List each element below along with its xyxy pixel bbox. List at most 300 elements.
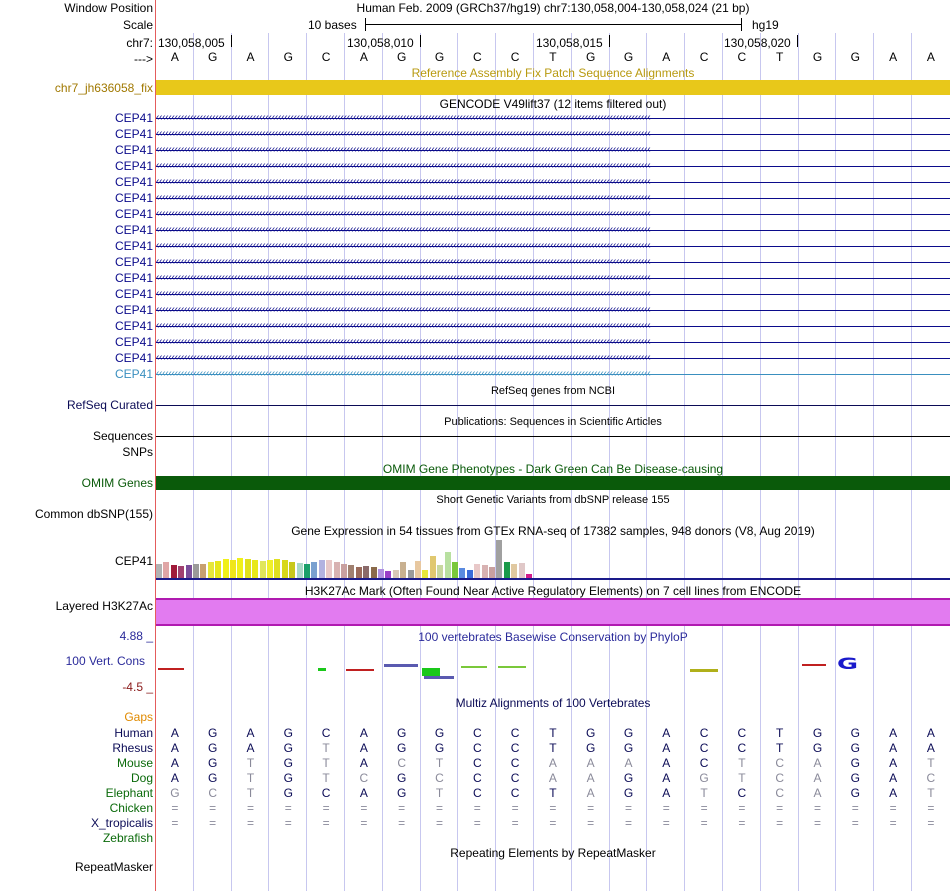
aligned-base: A xyxy=(889,771,898,785)
gencode-strand-arrows: ‹‹‹‹‹‹‹‹‹‹‹‹‹‹‹‹‹‹‹‹‹‹‹‹‹‹‹‹‹‹‹‹‹‹‹‹‹‹‹‹‹‹‹‹‹‹‹‹‹‹‹‹‹‹‹‹‹‹‹‹‹‹‹‹‹‹‹‹‹‹‹‹‹‹‹‹‹‹‹‹‹‹‹‹‹‹‹‹‹‹‹‹‹‹‹‹‹‹‹‹‹‹‹‹‹‹‹‹‹‹‹‹‹‹‹‹‹‹‹‹‹‹‹‹‹‹‹‹‹‹‹‹‹‹‹‹‹‹‹‹‹‹‹‹‹‹‹‹‹‹‹‹‹‹‹‹‹‹ xyxy=(156,256,651,267)
coord-label: 130,058,015 xyxy=(536,36,603,50)
aligned-base: T xyxy=(435,756,444,770)
aligned-base: = xyxy=(284,816,292,830)
gtex-tissue-bar[interactable] xyxy=(171,565,177,578)
coord-tick xyxy=(231,35,232,47)
gencode-gene-label[interactable]: CEP41 xyxy=(114,255,153,269)
aligned-base: A xyxy=(662,786,671,800)
coord-label: 130,058,005 xyxy=(158,36,225,50)
gtex-tissue-bar[interactable] xyxy=(408,570,414,578)
aligned-base: A xyxy=(170,741,179,755)
h3k27ac-title[interactable]: H3K27Ac Mark (Often Found Near Active Regulatory Elements) on 7 cell lines from ENCODE xyxy=(304,584,802,598)
aligned-base: A xyxy=(359,726,368,740)
aligned-base: C xyxy=(208,786,218,800)
aligned-base: = xyxy=(700,816,708,830)
omim-label[interactable]: OMIM Genes xyxy=(81,476,153,490)
aligned-base: A xyxy=(586,756,595,770)
aligned-base: = xyxy=(435,816,443,830)
phylop-mark[interactable] xyxy=(422,668,440,676)
phylop-mark[interactable] xyxy=(158,668,184,670)
gtex-tissue-bar[interactable] xyxy=(385,571,391,578)
aligned-base: A xyxy=(624,756,633,770)
reference-base: C xyxy=(472,50,482,64)
aligned-base: C xyxy=(359,771,369,785)
aligned-base: A xyxy=(548,756,557,770)
aligned-base: C xyxy=(699,756,709,770)
aligned-base: = xyxy=(473,801,481,815)
aligned-base: A xyxy=(813,771,822,785)
gtex-tissue-bar[interactable] xyxy=(363,566,369,578)
aligned-base: G xyxy=(850,726,860,740)
aligned-base: G xyxy=(623,741,634,755)
aligned-base: T xyxy=(738,771,746,785)
reference-base: C xyxy=(737,50,747,64)
dbsnp-label[interactable]: Common dbSNP(155) xyxy=(34,507,153,521)
gtex-tissue-bar[interactable] xyxy=(378,569,384,578)
aligned-base: = xyxy=(322,816,330,830)
aligned-base: A xyxy=(359,741,368,755)
aligned-base: T xyxy=(700,786,708,800)
gencode-strand-arrows: ‹‹‹‹‹‹‹‹‹‹‹‹‹‹‹‹‹‹‹‹‹‹‹‹‹‹‹‹‹‹‹‹‹‹‹‹‹‹‹‹‹‹‹‹‹‹‹‹‹‹‹‹‹‹‹‹‹‹‹‹‹‹‹‹‹‹‹‹‹‹‹‹‹‹‹‹‹‹‹‹‹‹‹‹‹‹‹‹‹‹‹‹‹‹‹‹‹‹‹‹‹‹‹‹‹‹‹‹‹‹‹‹‹‹‹‹‹‹‹‹‹‹‹‹‹‹‹‹‹‹‹‹‹‹‹‹‹‹‹‹‹‹‹‹‹‹‹‹‹‹‹‹‹‹‹‹‹‹ xyxy=(156,112,651,123)
aligned-base: C xyxy=(737,786,747,800)
species-label[interactable]: Zebrafish xyxy=(102,831,153,845)
species-label[interactable]: Elephant xyxy=(105,786,153,800)
reference-base: G xyxy=(208,50,218,64)
gtex-tissue-bar[interactable] xyxy=(252,560,258,578)
aligned-base: A xyxy=(170,726,179,740)
aligned-base: C xyxy=(472,786,482,800)
aligned-base: G xyxy=(397,726,407,740)
aligned-base: G xyxy=(283,756,293,770)
gtex-tissue-bar[interactable] xyxy=(400,562,406,578)
gtex-tissue-bar[interactable] xyxy=(341,564,347,578)
aligned-base: G xyxy=(397,786,407,800)
aligned-base: C xyxy=(699,741,709,755)
aligned-base: = xyxy=(662,801,670,815)
coord-tick xyxy=(420,35,421,47)
aligned-base: G xyxy=(850,771,860,785)
gencode-gene-label[interactable]: CEP41 xyxy=(114,239,153,253)
aligned-base: G xyxy=(850,741,860,755)
repeatmasker-label[interactable]: RepeatMasker xyxy=(74,860,153,874)
aligned-base: = xyxy=(549,801,557,815)
aligned-base: = xyxy=(624,801,632,815)
gencode-strand-arrows: ‹‹‹‹‹‹‹‹‹‹‹‹‹‹‹‹‹‹‹‹‹‹‹‹‹‹‹‹‹‹‹‹‹‹‹‹‹‹‹‹‹‹‹‹‹‹‹‹‹‹‹‹‹‹‹‹‹‹‹‹‹‹‹‹‹‹‹‹‹‹‹‹‹‹‹‹‹‹‹‹‹‹‹‹‹‹‹‹‹‹‹‹‹‹‹‹‹‹‹‹‹‹‹‹‹‹‹‹‹‹‹‹‹‹‹‹‹‹‹‹‹‹‹‹‹‹‹‹‹‹‹‹‹‹‹‹‹‹‹‹‹‹‹‹‹‹‹‹‹‹‹‹‹‹‹‹‹‹ xyxy=(156,176,651,187)
aligned-base: C xyxy=(435,771,444,785)
db-text: hg19 xyxy=(752,18,779,32)
gencode-strand-arrows: ‹‹‹‹‹‹‹‹‹‹‹‹‹‹‹‹‹‹‹‹‹‹‹‹‹‹‹‹‹‹‹‹‹‹‹‹‹‹‹‹‹‹‹‹‹‹‹‹‹‹‹‹‹‹‹‹‹‹‹‹‹‹‹‹‹‹‹‹‹‹‹‹‹‹‹‹‹‹‹‹‹‹‹‹‹‹‹‹‹‹‹‹‹‹‹‹‹‹‹‹‹‹‹‹‹‹‹‹‹‹‹‹‹‹‹‹‹‹‹‹‹‹‹‹‹‹‹‹‹‹‹‹‹‹‹‹‹‹‹‹‹‹‹‹‹‹‹‹‹‹‹‹‹‹‹‹‹‹ xyxy=(156,352,651,363)
repeatmasker-title[interactable]: Repeating Elements by RepeatMasker xyxy=(450,846,656,860)
gtex-tissue-bar[interactable] xyxy=(289,562,295,578)
species-label[interactable]: X_tropicalis xyxy=(90,816,153,830)
refseq-title[interactable]: RefSeq genes from NCBI xyxy=(490,385,616,397)
aligned-base: T xyxy=(435,786,444,800)
aligned-base: A xyxy=(662,741,671,755)
phylop-mark[interactable] xyxy=(318,668,326,671)
aligned-base: = xyxy=(851,801,859,815)
aligned-base: A xyxy=(926,741,935,755)
gtex-gene-label[interactable]: CEP41 xyxy=(114,554,153,568)
coord-label: 130,058,020 xyxy=(724,36,791,50)
multiz-title[interactable]: Multiz Alignments of 100 Vertebrates xyxy=(455,696,651,710)
gencode-strand-arrows: ‹‹‹‹‹‹‹‹‹‹‹‹‹‹‹‹‹‹‹‹‹‹‹‹‹‹‹‹‹‹‹‹‹‹‹‹‹‹‹‹‹‹‹‹‹‹‹‹‹‹‹‹‹‹‹‹‹‹‹‹‹‹‹‹‹‹‹‹‹‹‹‹‹‹‹‹‹‹‹‹‹‹‹‹‹‹‹‹‹‹‹‹‹‹‹‹‹‹‹‹‹‹‹‹‹‹‹‹‹‹‹‹‹‹‹‹‹‹‹‹‹‹‹‹‹‹‹‹‹‹‹‹‹‹‹‹‹‹‹‹‹‹‹‹‹‹‹‹‹‹‹‹‹‹‹‹‹‹ xyxy=(156,128,651,139)
species-label[interactable]: Chicken xyxy=(109,801,153,815)
refseq-gene-line[interactable] xyxy=(156,405,950,406)
aligned-base: A xyxy=(246,741,255,755)
gtex-tissue-bar[interactable] xyxy=(474,564,480,578)
aligned-base: = xyxy=(587,816,595,830)
aligned-base: G xyxy=(208,756,218,770)
gtex-tissue-bar[interactable] xyxy=(482,565,488,578)
reference-base: G xyxy=(434,50,445,64)
aligned-base: A xyxy=(889,741,898,755)
aligned-base: C xyxy=(321,726,331,740)
aligned-base: = xyxy=(209,801,217,815)
aligned-base: A xyxy=(889,786,898,800)
aligned-base: = xyxy=(511,801,519,815)
phylop-mark[interactable] xyxy=(346,669,374,671)
phylop-mark[interactable] xyxy=(384,664,418,667)
aligned-base: A xyxy=(813,756,822,770)
gencode-gene-label[interactable]: CEP41 xyxy=(114,367,153,381)
phylop-mark[interactable] xyxy=(498,666,526,668)
gtex-tissue-bar[interactable] xyxy=(274,559,280,578)
reference-base: C xyxy=(321,50,331,64)
aligned-base: C xyxy=(737,726,747,740)
gencode-strand-arrows: ‹‹‹‹‹‹‹‹‹‹‹‹‹‹‹‹‹‹‹‹‹‹‹‹‹‹‹‹‹‹‹‹‹‹‹‹‹‹‹‹‹‹‹‹‹‹‹‹‹‹‹‹‹‹‹‹‹‹‹‹‹‹‹‹‹‹‹‹‹‹‹‹‹‹‹‹‹‹‹‹‹‹‹‹‹‹‹‹‹‹‹‹‹‹‹‹‹‹‹‹‹‹‹‹‹‹‹‹‹‹‹‹‹‹‹‹‹‹‹‹‹‹‹‹‹‹‹‹‹‹‹‹‹‹‹‹‹‹‹‹‹‹‹‹‹‹‹‹‹‹‹‹‹‹‹‹‹‹ xyxy=(156,160,651,171)
aligned-base: C xyxy=(775,786,785,800)
aligned-base: A xyxy=(813,786,822,800)
gtex-tissue-bar[interactable] xyxy=(208,562,214,578)
fix-patch-bar[interactable] xyxy=(156,80,950,95)
aligned-base: T xyxy=(927,756,935,770)
phylop-mark[interactable] xyxy=(690,669,718,672)
aligned-base: G xyxy=(283,726,293,740)
gencode-gene-label[interactable]: CEP41 xyxy=(114,319,153,333)
aligned-base: = xyxy=(738,816,746,830)
aligned-base: A xyxy=(548,771,557,785)
gtex-tissue-bar[interactable] xyxy=(245,559,251,578)
gtex-baseline xyxy=(156,578,950,580)
aligned-base: C xyxy=(510,771,520,785)
gtex-tissue-bar[interactable] xyxy=(297,563,303,578)
reference-base: T xyxy=(776,50,784,64)
aligned-base: = xyxy=(889,801,897,815)
aligned-base: G xyxy=(850,756,860,770)
gtex-tissue-bar[interactable] xyxy=(430,556,436,578)
aligned-base: C xyxy=(472,771,482,785)
aligned-base: = xyxy=(624,816,632,830)
gencode-strand-arrows: ‹‹‹‹‹‹‹‹‹‹‹‹‹‹‹‹‹‹‹‹‹‹‹‹‹‹‹‹‹‹‹‹‹‹‹‹‹‹‹‹‹‹‹‹‹‹‹‹‹‹‹‹‹‹‹‹‹‹‹‹‹‹‹‹‹‹‹‹‹‹‹‹‹‹‹‹‹‹‹‹‹‹‹‹‹‹‹‹‹‹‹‹‹‹‹‹‹‹‹‹‹‹‹‹‹‹‹‹‹‹‹‹‹‹‹‹‹‹‹‹‹‹‹‹‹‹‹‹‹‹‹‹‹‹‹‹‹‹‹‹‹‹‹‹‹‹‹‹‹‹‹‹‹‹‹‹‹‹ xyxy=(156,288,651,299)
reference-base: A xyxy=(662,50,671,64)
gtex-tissue-bar[interactable] xyxy=(267,560,273,578)
aligned-base: = xyxy=(662,816,670,830)
aligned-base: T xyxy=(549,786,557,800)
gaps-label: Gaps xyxy=(124,710,153,724)
gtex-tissue-bar[interactable] xyxy=(223,559,229,578)
strand-arrow-label: ---> xyxy=(134,52,153,66)
gencode-strand-arrows: ‹‹‹‹‹‹‹‹‹‹‹‹‹‹‹‹‹‹‹‹‹‹‹‹‹‹‹‹‹‹‹‹‹‹‹‹‹‹‹‹‹‹‹‹‹‹‹‹‹‹‹‹‹‹‹‹‹‹‹‹‹‹‹‹‹‹‹‹‹‹‹‹‹‹‹‹‹‹‹‹‹‹‹‹‹‹‹‹‹‹‹‹‹‹‹‹‹‹‹‹‹‹‹‹‹‹‹‹‹‹‹‹‹‹‹‹‹‹‹‹‹‹‹‹‹‹‹‹‹‹‹‹‹‹‹‹‹‹‹‹‹‹‹‹‹‹‹‹‹‹‹‹‹‹‹‹‹‹ xyxy=(156,240,651,251)
aligned-base: A xyxy=(662,756,671,770)
scale-label: Scale xyxy=(122,18,153,32)
aligned-base: A xyxy=(662,771,671,785)
aligned-base: G xyxy=(208,771,218,785)
aligned-base: A xyxy=(170,771,179,785)
window-position-label: Window Position xyxy=(64,1,153,15)
gtex-tissue-bar[interactable] xyxy=(348,565,354,578)
gtex-title[interactable]: Gene Expression in 54 tissues from GTEx RNA-seq of 17382 samples, 948 donors (V8, Aug 2019) xyxy=(291,524,815,538)
aligned-base: C xyxy=(472,756,482,770)
dbsnp-title[interactable]: Short Genetic Variants from dbSNP release 155 xyxy=(436,494,670,506)
aligned-base: C xyxy=(510,786,520,800)
gencode-gene-label[interactable]: CEP41 xyxy=(114,335,153,349)
gtex-tissue-bar[interactable] xyxy=(489,567,495,578)
gtex-tissue-bar[interactable] xyxy=(511,564,517,578)
aligned-base: = xyxy=(511,816,519,830)
aligned-base: C xyxy=(321,786,331,800)
aligned-base: = xyxy=(322,801,330,815)
aligned-base: A xyxy=(889,726,898,740)
aligned-base: T xyxy=(738,756,746,770)
aligned-base: G xyxy=(699,771,709,785)
gtex-tissue-bar[interactable] xyxy=(311,562,317,578)
gtex-tissue-bar[interactable] xyxy=(437,565,443,578)
aligned-base: T xyxy=(246,756,255,770)
gtex-tissue-bar[interactable] xyxy=(445,552,451,578)
aligned-base: C xyxy=(472,726,482,740)
aligned-base: G xyxy=(397,771,407,785)
aligned-base: G xyxy=(208,726,218,740)
aligned-base: G xyxy=(586,726,596,740)
reference-base: T xyxy=(549,50,557,64)
gtex-tissue-bar[interactable] xyxy=(230,560,236,578)
publications-title[interactable]: Publications: Sequences in Scientific Articles xyxy=(444,416,662,428)
gencode-gene-label[interactable]: CEP41 xyxy=(114,191,153,205)
aligned-base: G xyxy=(623,726,634,740)
reference-base: G xyxy=(850,50,860,64)
aligned-base: T xyxy=(322,741,330,755)
phylop-label[interactable]: 100 Vert. Cons xyxy=(65,654,145,668)
reference-base: G xyxy=(397,50,407,64)
gtex-tissue-bar[interactable] xyxy=(422,570,428,578)
phylop-mark[interactable] xyxy=(424,676,454,679)
aligned-base: = xyxy=(776,801,784,815)
gtex-tissue-bar[interactable] xyxy=(356,567,362,578)
species-label[interactable]: Mouse xyxy=(116,756,153,770)
gtex-tissue-bar[interactable] xyxy=(326,560,332,578)
aligned-base: = xyxy=(435,801,443,815)
gencode-gene-label[interactable]: CEP41 xyxy=(114,127,153,141)
aligned-base: = xyxy=(587,801,595,815)
phylop-base-logo: G xyxy=(837,654,859,673)
species-label[interactable]: Dog xyxy=(130,771,153,785)
aligned-base: = xyxy=(813,801,821,815)
aligned-base: C xyxy=(699,726,709,740)
refseq-label[interactable]: RefSeq Curated xyxy=(66,398,153,412)
aligned-base: = xyxy=(927,801,935,815)
reference-base: C xyxy=(699,50,709,64)
aligned-base: C xyxy=(510,756,520,770)
gencode-gene-label[interactable]: CEP41 xyxy=(114,303,153,317)
gtex-tissue-bar[interactable] xyxy=(459,568,465,578)
aligned-base: = xyxy=(813,816,821,830)
gencode-title[interactable]: GENCODE V49lift37 (12 items filtered out) xyxy=(439,97,667,111)
phylop-mark[interactable] xyxy=(802,664,826,666)
gtex-tissue-bar[interactable] xyxy=(156,564,162,578)
gencode-gene-label[interactable]: CEP41 xyxy=(114,111,153,125)
h3k27ac-label[interactable]: Layered H3K27Ac xyxy=(55,599,153,613)
assembly-position-text: Human Feb. 2009 (GRCh37/hg19) chr7:130,058,004-130,058,024 (21 bp) xyxy=(356,1,750,15)
coord-tick xyxy=(609,35,610,47)
aligned-base: T xyxy=(927,786,935,800)
aligned-base: G xyxy=(812,726,823,740)
publications-line[interactable] xyxy=(156,436,950,437)
phylop-max-label: 4.88 _ xyxy=(119,629,153,643)
reference-base: A xyxy=(359,50,368,64)
aligned-base: C xyxy=(472,741,482,755)
aligned-base: = xyxy=(398,816,406,830)
reference-base: A xyxy=(889,50,898,64)
gencode-strand-arrows: ‹‹‹‹‹‹‹‹‹‹‹‹‹‹‹‹‹‹‹‹‹‹‹‹‹‹‹‹‹‹‹‹‹‹‹‹‹‹‹‹‹‹‹‹‹‹‹‹‹‹‹‹‹‹‹‹‹‹‹‹‹‹‹‹‹‹‹‹‹‹‹‹‹‹‹‹‹‹‹‹‹‹‹‹‹‹‹‹‹‹‹‹‹‹‹‹‹‹‹‹‹‹‹‹‹‹‹‹‹‹‹‹‹‹‹‹‹‹‹‹‹‹‹‹‹‹‹‹‹‹‹‹‹‹‹‹‹‹‹‹‹‹‹‹‹‹‹‹‹‹‹‹‹‹‹‹‹‹ xyxy=(156,192,651,203)
aligned-base: C xyxy=(397,756,407,770)
aligned-base: = xyxy=(171,801,179,815)
aligned-base: C xyxy=(926,771,936,785)
aligned-base: A xyxy=(246,726,255,740)
aligned-base: C xyxy=(775,756,785,770)
species-label[interactable]: Rhesus xyxy=(112,741,153,755)
aligned-base: = xyxy=(284,801,292,815)
gencode-gene-label[interactable]: CEP41 xyxy=(114,271,153,285)
gencode-strand-arrows: ‹‹‹‹‹‹‹‹‹‹‹‹‹‹‹‹‹‹‹‹‹‹‹‹‹‹‹‹‹‹‹‹‹‹‹‹‹‹‹‹‹‹‹‹‹‹‹‹‹‹‹‹‹‹‹‹‹‹‹‹‹‹‹‹‹‹‹‹‹‹‹‹‹‹‹‹‹‹‹‹‹‹‹‹‹‹‹‹‹‹‹‹‹‹‹‹‹‹‹‹‹‹‹‹‹‹‹‹‹‹‹‹‹‹‹‹‹‹‹‹‹‹‹‹‹‹‹‹‹‹‹‹‹‹‹‹‹‹‹‹‹‹‹‹‹‹‹‹‹‹‹‹‹‹‹‹‹‹ xyxy=(156,272,651,283)
aligned-base: T xyxy=(549,726,557,740)
reference-base: A xyxy=(170,50,179,64)
phylop-mark[interactable] xyxy=(461,666,487,668)
scale-text: 10 bases xyxy=(308,18,357,32)
aligned-base: = xyxy=(171,816,179,830)
aligned-base: G xyxy=(283,741,293,755)
aligned-base: = xyxy=(927,816,935,830)
h3k27ac-signal[interactable] xyxy=(156,598,950,626)
aligned-base: = xyxy=(549,816,557,830)
reference-base: G xyxy=(623,50,634,64)
aligned-base: = xyxy=(776,816,784,830)
gencode-gene-label[interactable]: CEP41 xyxy=(114,223,153,237)
gtex-tissue-bar[interactable] xyxy=(334,562,340,578)
gtex-tissue-bar[interactable] xyxy=(496,540,502,578)
species-label[interactable]: Human xyxy=(114,726,153,740)
gtex-tissue-bar[interactable] xyxy=(319,560,325,578)
aligned-base: G xyxy=(434,726,445,740)
aligned-base: T xyxy=(246,786,255,800)
aligned-base: C xyxy=(737,741,747,755)
aligned-base: G xyxy=(208,741,218,755)
reference-base: G xyxy=(283,50,293,64)
gtex-tissue-bar[interactable] xyxy=(304,564,310,578)
chrom-label: chr7: xyxy=(126,36,153,50)
fix-patch-title[interactable]: Reference Assembly Fix Patch Sequence Alignments xyxy=(411,66,695,80)
aligned-base: = xyxy=(360,816,368,830)
aligned-base: = xyxy=(246,801,254,815)
gencode-gene-label[interactable]: CEP41 xyxy=(114,351,153,365)
gtex-tissue-bar[interactable] xyxy=(178,566,184,578)
gtex-tissue-bar[interactable] xyxy=(519,563,525,578)
gtex-tissue-bar[interactable] xyxy=(260,561,266,578)
reference-base: G xyxy=(812,50,823,64)
aligned-base: = xyxy=(700,801,708,815)
gtex-tissue-bar[interactable] xyxy=(163,562,169,578)
gtex-tissue-bar[interactable] xyxy=(282,560,288,578)
phylop-title[interactable]: 100 vertebrates Basewise Conservation by PhyloP xyxy=(418,630,688,644)
aligned-base: G xyxy=(397,741,407,755)
aligned-base: A xyxy=(170,756,179,770)
gtex-tissue-bar[interactable] xyxy=(467,570,473,578)
aligned-base: A xyxy=(359,756,368,770)
reference-base: C xyxy=(510,50,520,64)
gtex-expression-bars[interactable] xyxy=(156,538,536,578)
gtex-tissue-bar[interactable] xyxy=(393,570,399,578)
gtex-tissue-bar[interactable] xyxy=(215,561,221,578)
coord-label: 130,058,010 xyxy=(347,36,414,50)
gencode-gene-label[interactable]: CEP41 xyxy=(114,143,153,157)
gtex-tissue-bar[interactable] xyxy=(452,562,458,578)
aligned-base: A xyxy=(586,786,595,800)
aligned-base: G xyxy=(283,771,293,785)
aligned-base: C xyxy=(510,741,520,755)
aligned-base: C xyxy=(775,771,785,785)
aligned-base: = xyxy=(246,816,254,830)
snps-label[interactable]: SNPs xyxy=(122,445,153,459)
reference-base: A xyxy=(926,50,935,64)
coord-tick xyxy=(797,35,798,47)
aligned-base: A xyxy=(586,771,595,785)
aligned-base: A xyxy=(926,726,935,740)
gtex-tissue-bar[interactable] xyxy=(415,561,421,578)
aligned-base: A xyxy=(359,786,368,800)
gencode-strand-arrows: ‹‹‹‹‹‹‹‹‹‹‹‹‹‹‹‹‹‹‹‹‹‹‹‹‹‹‹‹‹‹‹‹‹‹‹‹‹‹‹‹‹‹‹‹‹‹‹‹‹‹‹‹‹‹‹‹‹‹‹‹‹‹‹‹‹‹‹‹‹‹‹‹‹‹‹‹‹‹‹‹‹‹‹‹‹‹‹‹‹‹‹‹‹‹‹‹‹‹‹‹‹‹‹‹‹‹‹‹‹‹‹‹‹‹‹‹‹‹‹‹‹‹‹‹‹‹‹‹‹‹‹‹‹‹‹‹‹‹‹‹‹‹‹‹‹‹‹‹‹‹‹‹‹‹‹‹‹‹ xyxy=(156,208,651,219)
omim-title[interactable]: OMIM Gene Phenotypes - Dark Green Can Be Disease-causing xyxy=(382,462,724,476)
gtex-tissue-bar[interactable] xyxy=(186,565,192,578)
aligned-base: A xyxy=(662,726,671,740)
aligned-base: C xyxy=(510,726,520,740)
gencode-strand-arrows: ‹‹‹‹‹‹‹‹‹‹‹‹‹‹‹‹‹‹‹‹‹‹‹‹‹‹‹‹‹‹‹‹‹‹‹‹‹‹‹‹‹‹‹‹‹‹‹‹‹‹‹‹‹‹‹‹‹‹‹‹‹‹‹‹‹‹‹‹‹‹‹‹‹‹‹‹‹‹‹‹‹‹‹‹‹‹‹‹‹‹‹‹‹‹‹‹‹‹‹‹‹‹‹‹‹‹‹‹‹‹‹‹‹‹‹‹‹‹‹‹‹‹‹‹‹‹‹‹‹‹‹‹‹‹‹‹‹‹‹‹‹‹‹‹‹‹‹‹‹‹‹‹‹‹‹‹‹‹ xyxy=(156,368,651,379)
aligned-base: T xyxy=(246,771,255,785)
gencode-gene-label[interactable]: CEP41 xyxy=(114,159,153,173)
gencode-gene-label[interactable]: CEP41 xyxy=(114,175,153,189)
fix-patch-label[interactable]: chr7_jh636058_fix xyxy=(54,81,153,95)
scale-right-tick xyxy=(741,18,742,31)
aligned-base: = xyxy=(360,801,368,815)
aligned-base: = xyxy=(889,816,897,830)
gencode-gene-label[interactable]: CEP41 xyxy=(114,207,153,221)
omim-bar[interactable] xyxy=(156,476,950,490)
phylop-min-label: -4.5 _ xyxy=(122,680,153,694)
aligned-base: = xyxy=(398,801,406,815)
aligned-base: T xyxy=(549,741,557,755)
gtex-tissue-bar[interactable] xyxy=(193,564,199,578)
aligned-base: A xyxy=(889,756,898,770)
publications-label[interactable]: Sequences xyxy=(92,429,153,443)
gtex-tissue-bar[interactable] xyxy=(504,562,510,578)
aligned-base: T xyxy=(776,726,784,740)
aligned-base: G xyxy=(623,771,634,785)
gencode-gene-label[interactable]: CEP41 xyxy=(114,287,153,301)
aligned-base: = xyxy=(738,801,746,815)
gtex-tissue-bar[interactable] xyxy=(200,564,206,578)
aligned-base: G xyxy=(850,786,860,800)
gtex-tissue-bar[interactable] xyxy=(371,567,377,578)
gencode-strand-arrows: ‹‹‹‹‹‹‹‹‹‹‹‹‹‹‹‹‹‹‹‹‹‹‹‹‹‹‹‹‹‹‹‹‹‹‹‹‹‹‹‹‹‹‹‹‹‹‹‹‹‹‹‹‹‹‹‹‹‹‹‹‹‹‹‹‹‹‹‹‹‹‹‹‹‹‹‹‹‹‹‹‹‹‹‹‹‹‹‹‹‹‹‹‹‹‹‹‹‹‹‹‹‹‹‹‹‹‹‹‹‹‹‹‹‹‹‹‹‹‹‹‹‹‹‹‹‹‹‹‹‹‹‹‹‹‹‹‹‹‹‹‹‹‹‹‹‹‹‹‹‹‹‹‹‹‹‹‹‹ xyxy=(156,224,651,235)
gtex-tissue-bar[interactable] xyxy=(237,558,243,578)
